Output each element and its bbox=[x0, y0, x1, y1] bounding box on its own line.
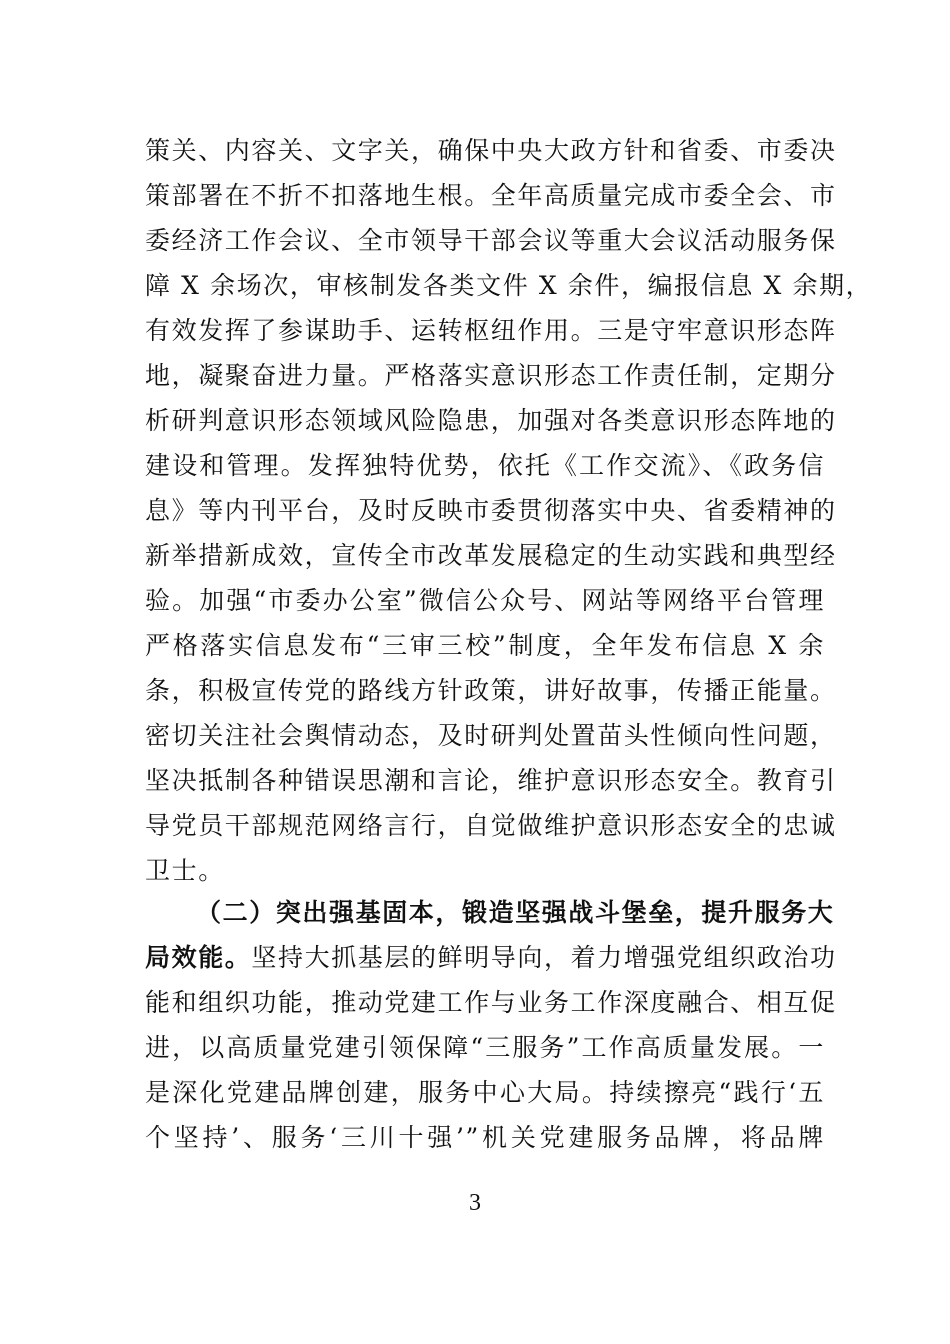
text-line: 策部署在不折不扣落地生根。全年高质量完成市委全会、市 bbox=[145, 181, 837, 210]
text-line: 严格落实信息发布“三审三校”制度，全年发布信息 X 余 bbox=[145, 631, 825, 660]
text-line: 委经济工作会议、全市领导干部会议等重大会议活动服务保 bbox=[145, 226, 837, 255]
text-line: 地，凝聚奋进力量。严格落实意识形态工作责任制，定期分 bbox=[145, 361, 837, 390]
text-line: 个坚持’、服务‘三川十强’”机关党建服务品牌，将品牌 bbox=[145, 1123, 825, 1152]
text-line: 验。加强“市委办公室”微信公众号、网站等网络平台管理 bbox=[145, 586, 825, 615]
text-line: 能和组织功能，推动党建工作与业务工作深度融合、相互促 bbox=[145, 988, 837, 1017]
text-line: 析研判意识形态领域风险隐患，加强对各类意识形态阵地的 bbox=[145, 406, 837, 435]
text-line: 策关、内容关、文字关，确保中央大政方针和省委、市委决 bbox=[145, 136, 837, 165]
text-line bbox=[145, 935, 837, 980]
text-line: 新举措新成效，宣传全市改革发展稳定的生动实践和典型经 bbox=[145, 541, 837, 570]
text-line: 卫士。 bbox=[145, 856, 225, 885]
text-line: 是深化党建品牌创建，服务中心大局。持续擦亮“践行‘五 bbox=[145, 1078, 825, 1107]
text-line: 障 X 余场次，审核制发各类文件 X 余件，编报信息 X 余期， bbox=[145, 271, 873, 300]
text-line: 建设和管理。发挥独特优势，依托《工作交流》、《政务信 bbox=[145, 451, 825, 480]
text-line: 进，以高质量党建引领保障“三服务”工作高质量发展。一 bbox=[145, 1033, 825, 1062]
text-line: 条，积极宣传党的路线方针政策，讲好故事，传播正能量。 bbox=[145, 676, 837, 705]
text-line: 坚决抵制各种错误思潮和言论，维护意识形态安全。教育引 bbox=[145, 766, 837, 795]
text-line: 息》等内刊平台，及时反映市委贯彻落实中央、省委精神的 bbox=[145, 496, 837, 525]
section-body-start: 坚持大抓基层的鲜明导向，着力增强党组织政治功 bbox=[251, 943, 837, 972]
text-line: 导党员干部规范网络言行，自觉做维护意识形态安全的忠诚 bbox=[145, 811, 837, 840]
text-line: 有效发挥了参谋助手、运转枢纽作用。三是守牢意识形态阵 bbox=[145, 316, 837, 345]
page-number: 3 bbox=[469, 1190, 481, 1216]
section-heading-tail: 局效能。 bbox=[145, 943, 252, 972]
text-line: 密切关注社会舆情动态，及时研判处置苗头性倾向性问题， bbox=[145, 721, 837, 750]
section-heading: （二）突出强基固本，锻造坚强战斗堡垒，提升服务大 bbox=[196, 898, 835, 927]
